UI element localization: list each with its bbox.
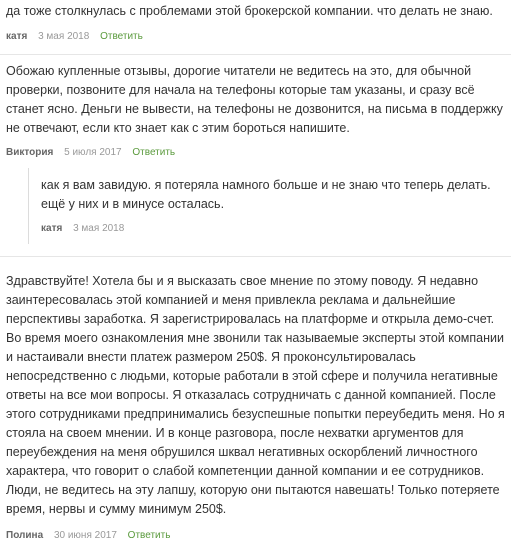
comment-meta: [0, 529, 511, 543]
comment-date: 3 мая 2018: [73, 223, 125, 234]
comment-author: Полина: [6, 530, 44, 541]
comment-text: Здравствуйте! Хотела бы и я высказать свое мнение по этому поводу. Я недавно заинтересовалась этой компанией и меня привлекла реклама и дальнейшие перспективы заработка. Я зарегистрировалась на платформе и открыла демо-счет. Во время моего ознакомления мне звонили так называемые эксперты этой компании и настаивали внести платеж размером 250$. Я проконсультировалась непосредственно с людьми, которые работали в этой сфере и получила негативные ответы на все мои вопросы. Я отказалась сотрудничать с данной компанией. После этого сотрудниками предпринимались безуспешные попытки переубедить меня. Но я стояла на своем мнении. И в конце разговора, после нехватки аргументов для переубеждения на меня обрушился шквал негативных оскорблений личностного характера, что говорит о слабой компетенции данной компании и ее сотрудников. Люди, не ведитесь на эту лапшу, которую они пытаются навешать! Только потеряете время, нервы и сумму минимум 250$.: [6, 274, 505, 516]
comment-author: катя: [6, 31, 28, 42]
reply-button[interactable]: Ответить: [100, 31, 143, 42]
comment-author: Виктория: [6, 147, 54, 158]
reply-button[interactable]: Ответить: [132, 147, 176, 158]
divider: [0, 256, 511, 257]
divider: [0, 54, 511, 55]
comment-meta: [0, 146, 511, 160]
comment-date: 3 мая 2018: [38, 31, 90, 42]
comment-meta: [0, 30, 511, 44]
comment-meta: [29, 222, 511, 236]
comment-text: как я вам завидую. я потеряла намного больше и не знаю что теперь делать. ещё у них и в минусе осталась.: [41, 178, 491, 211]
comment-text: Обожаю купленные отзывы, дорогие читатели не ведитесь на это, для обычной проверки, позвоните для начала на телефоны которые там указаны, и сразу всё станет ясно. Деньги не вывести, на телефоны не дозвонится, на письма в поддержку не отвечают, если кто знает как с этим бороться напишите.: [6, 64, 503, 135]
comment-text: да тоже столкнулась с проблемами этой брокерской компании. что делать не знаю.: [6, 4, 493, 18]
reply-button[interactable]: Ответить: [127, 530, 171, 541]
comment-date: 5 июля 2017: [64, 147, 122, 158]
comment-2: [0, 62, 511, 160]
comment-date: 30 июня 2017: [53, 530, 117, 541]
comment-author: катя: [41, 223, 63, 234]
comment-1: [0, 2, 511, 44]
comment-3: [0, 272, 511, 543]
nested-reply: [28, 168, 511, 244]
